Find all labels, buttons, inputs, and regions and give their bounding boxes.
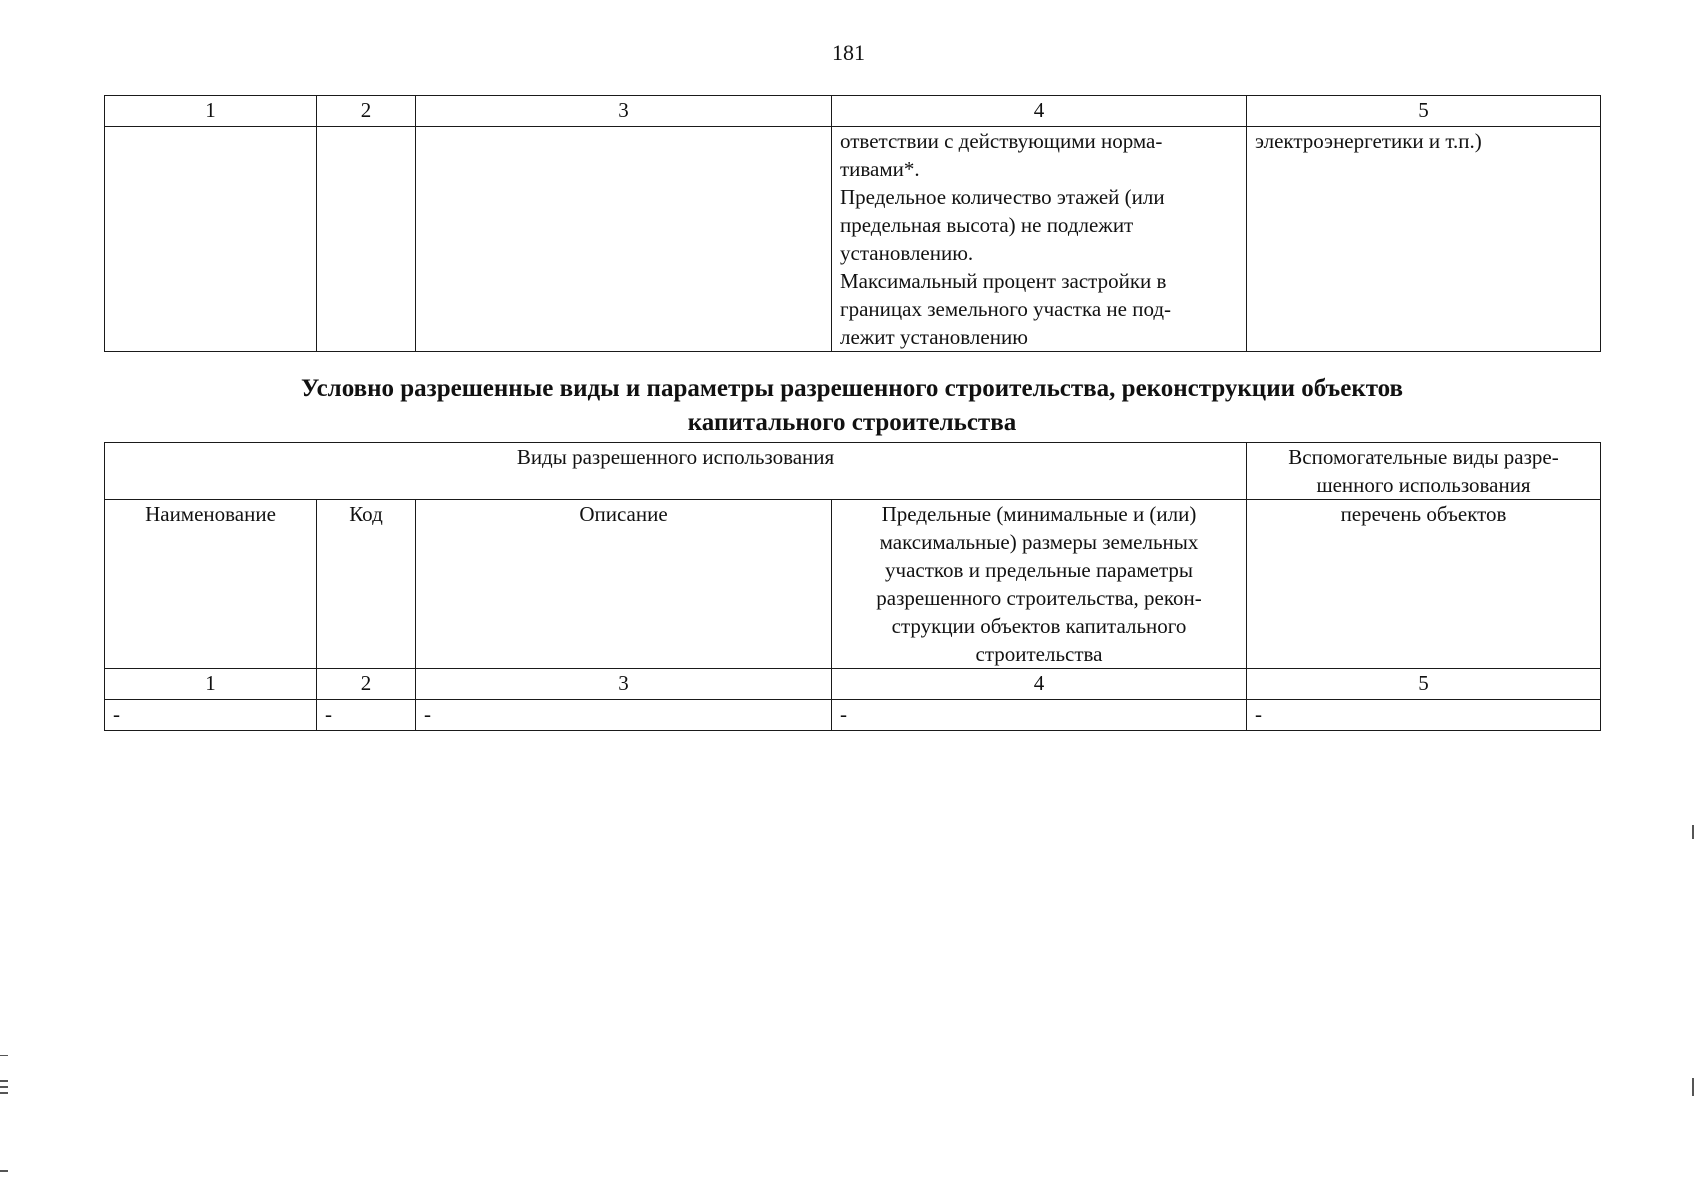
text-line: Предельные (минимальные и (или)	[881, 502, 1197, 526]
cell-description: -	[416, 700, 832, 731]
cell-code: -	[317, 700, 416, 731]
cell-name: -	[105, 700, 317, 731]
conditional-use-table	[104, 442, 1601, 731]
header-objects: перечень объектов	[1247, 500, 1601, 669]
text-line: ответствии с действующими норма-	[840, 129, 1163, 153]
group-header: Виды разрешенного использования	[105, 443, 1247, 500]
text-line: границах земельного участка не под-	[840, 297, 1172, 321]
cell-code	[317, 127, 416, 352]
column-number: 5	[1247, 669, 1601, 700]
column-number: 2	[317, 96, 416, 127]
header-row	[105, 443, 1601, 500]
text-line: лежит установлению	[840, 325, 1028, 349]
text-line: тивами*.	[840, 157, 920, 181]
text-line: установлению.	[840, 241, 974, 265]
column-number: 2	[317, 669, 416, 700]
text-line: Предельное количество этажей (или	[840, 185, 1165, 209]
section-heading-line: Условно разрешенные виды и параметры разрешенного строительства, реконструкции объектов	[300, 375, 1404, 402]
scan-mark	[0, 1092, 8, 1094]
cell-objects: электроэнергетики и т.п.)	[1247, 127, 1601, 352]
header-description: Описание	[416, 500, 832, 669]
section-heading-line: капитального строительства	[687, 409, 1017, 436]
column-number: 1	[105, 669, 317, 700]
cell-objects: -	[1247, 700, 1601, 731]
cell-limits	[832, 127, 1247, 352]
column-number: 4	[832, 669, 1247, 700]
cell-name	[105, 127, 317, 352]
cell-description	[416, 127, 832, 352]
scan-mark	[1692, 1078, 1694, 1096]
scan-mark	[0, 1055, 8, 1056]
text-line: строительства	[975, 642, 1103, 666]
scan-mark	[0, 1170, 8, 1172]
header-name: Наименование	[105, 500, 317, 669]
text-line: Максимальный процент застройки в	[840, 269, 1167, 293]
column-number: 3	[416, 669, 832, 700]
text-line: шенного использования	[1316, 473, 1531, 497]
text-line: струкции объектов капитального	[891, 614, 1187, 638]
page-number: 181	[832, 40, 865, 65]
column-number: 3	[416, 96, 832, 127]
table-row	[105, 700, 1601, 731]
text-line: участков и предельные параметры	[885, 558, 1193, 582]
continuation-table	[104, 95, 1601, 352]
column-number: 1	[105, 96, 317, 127]
header-limits	[832, 500, 1247, 669]
column-number-row	[105, 669, 1601, 700]
scan-mark	[1692, 825, 1694, 839]
header-row	[105, 500, 1601, 669]
table-row	[105, 127, 1601, 352]
auxiliary-header	[1247, 443, 1601, 500]
scan-mark	[0, 1080, 8, 1082]
header-code: Код	[317, 500, 416, 669]
scan-mark	[0, 1086, 8, 1088]
column-number-row	[105, 96, 1601, 127]
text-line: Вспомогательные виды разре-	[1288, 445, 1559, 469]
cell-limits: -	[832, 700, 1247, 731]
column-number: 5	[1247, 96, 1601, 127]
column-number: 4	[832, 96, 1247, 127]
text-line: разрешенного строительства, рекон-	[876, 586, 1202, 610]
text-line: предельная высота) не подлежит	[840, 213, 1134, 237]
text-line: максимальные) размеры земельных	[879, 530, 1199, 554]
section-heading	[104, 372, 1600, 440]
